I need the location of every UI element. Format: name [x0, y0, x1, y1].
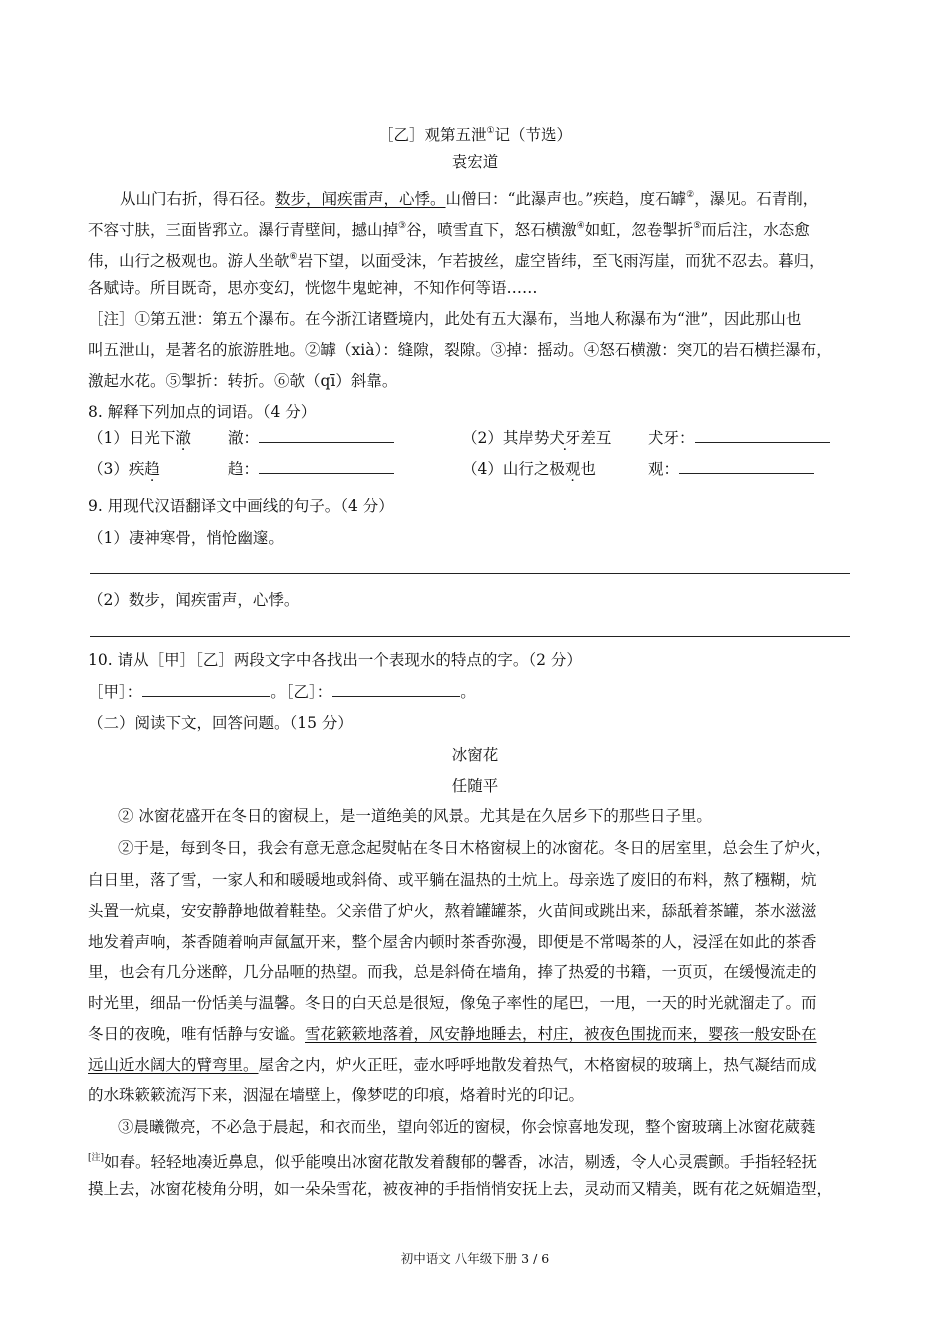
text: 从山门右折，得石径。 — [120, 190, 276, 208]
article-para-3-line-1: ③晨曦微亮，不必急于晨起，和衣而坐，望向邻近的窗棂，你会惊喜地发现，整个窗玻璃上冰窗花葳蕤 — [118, 1118, 816, 1136]
passage-line-1 — [120, 185, 900, 209]
text: （3）疾 — [88, 460, 145, 478]
article-para-2-line-3: 头置一炕桌，安安静静地做着鞋垫。父亲借了炉火，熬着罐罐茶，火苗间或跳出来，舔舐着茶罐，茶水滋滋 — [88, 902, 817, 920]
article-para-3-line-3: 摸上去，冰窗花棱角分明，如一朵朵雪花，被夜神的手指悄悄安抚上去，灵动而又精美，既有花之妩媚造型， — [88, 1180, 833, 1198]
text: （2）其岸势 — [462, 429, 550, 447]
text: 也 — [580, 460, 596, 478]
dotted-word: 澈 — [175, 429, 191, 447]
text: 岩下望，以面受沫，乍若披丝，虚空皆纬，至飞雨泻崖，而犹不忍去。暮归， — [297, 252, 825, 270]
text: 趋： — [228, 460, 260, 478]
text: ［甲］： — [88, 683, 143, 701]
article-para-2-line-8 — [88, 1055, 868, 1075]
article-para-2-line-2: 白日里，落了雪，一家人和和暖暖地或斜倚、或平躺在温热的土炕上。母亲选了废旧的布料，熬了糨糊，炕 — [88, 871, 817, 889]
answer-line-1[interactable] — [90, 573, 850, 574]
passage-title — [0, 121, 950, 145]
article-para-1: ② 冰窗花盛开在冬日的窗棂上，是一道绝美的风景。尤其是在久居乡下的那些日子里。 — [118, 807, 712, 825]
question-9-sentence-1: （1）凄神寒骨，悄怆幽邃。 — [88, 529, 284, 547]
note-mark: [注] — [88, 1153, 105, 1163]
passage-author: 袁宏道 — [451, 153, 499, 171]
underlined-sentence: 数步，闻疾雷声，心悸。 — [275, 190, 446, 208]
text: 屋舍之内，炉火正旺，壶水呼呼地散发着热气，木格窗棂的玻璃上，热气凝结而成 — [258, 1056, 817, 1074]
article-para-2-line-9: 的水珠簌簌流泻下来，洇湿在墙壁上，像梦呓的印痕，烙着时光的印记。 — [88, 1086, 585, 1104]
text: 而后注，水态愈 — [701, 221, 810, 239]
title-note-mark: ① — [486, 126, 495, 136]
underlined-sentence: 雪花簌簌地落着，风安静地睡去，村庄，被夜色围拢而来，婴孩一般安卧在 — [305, 1025, 817, 1043]
notes-line-3: 激起水花。⑤掣折：转折。⑥欹（qī）斜靠。 — [88, 372, 398, 390]
article-author: 任随平 — [451, 777, 499, 795]
question-10-stem: 10. 请从［甲］［乙］两段文字中各找出一个表现水的特点的字。（2 分） — [88, 651, 582, 669]
article-title: 冰窗花 — [451, 746, 499, 764]
answer-blank[interactable] — [259, 428, 394, 443]
page-footer: 初中语文 八年级下册 3 / 6 — [400, 1251, 550, 1266]
passage-line-4: 各赋诗。所目既奇，思亦变幻，恍惚牛鬼蛇神，不知作何等语…… — [88, 279, 538, 297]
text: ，瀑见。石青削， — [694, 190, 819, 208]
answer-blank[interactable] — [259, 459, 394, 474]
underlined-sentence: 远山近水阔大的臂弯里。 — [88, 1056, 259, 1074]
question-10-answers — [88, 682, 868, 702]
text: （1）日光下 — [88, 429, 176, 447]
article-para-2-line-4: 地发着声响，茶香随着响声氤氲开来，整个屋舍内顿时茶香弥漫，即便是不常喝茶的人，浸淫在如此的茶香 — [88, 933, 817, 951]
article-para-2-line-7 — [88, 1024, 868, 1044]
answer-blank[interactable] — [679, 459, 814, 474]
answer-blank-yi[interactable] — [332, 682, 460, 697]
q8-answer-2[interactable] — [648, 428, 830, 448]
text: 差互 — [580, 429, 612, 447]
note-mark: ③ — [398, 221, 407, 231]
passage-line-2 — [88, 216, 868, 240]
note-mark: ④ — [576, 221, 585, 231]
text: 谷，喷雪直下，怒石横激 — [406, 221, 577, 239]
q8-answer-1[interactable] — [228, 428, 394, 448]
question-9-sentence-2: （2）数步，闻疾雷声，心悸。 — [88, 591, 300, 609]
q8-answer-4[interactable] — [648, 459, 814, 479]
q8-item-3 — [88, 459, 160, 479]
note-mark: ⑥ — [289, 252, 298, 262]
q8-item-2 — [462, 428, 611, 448]
text: 。［乙］： — [270, 683, 333, 701]
text: 山僧曰：“此瀑声也。”疾趋，度石罅 — [445, 190, 687, 208]
text: 。 — [460, 683, 476, 701]
text: 不容寸肤，三面皆郛立。瀑行青壁间，撼山掉 — [88, 221, 399, 239]
q8-answer-3[interactable] — [228, 459, 394, 479]
title-text: ［乙］观第五泄 — [377, 126, 487, 144]
text: 犬牙： — [648, 429, 695, 447]
article-para-3-line-2 — [88, 1148, 868, 1172]
passage-line-3 — [88, 247, 868, 271]
title-tail-text: 记（节选） — [494, 126, 573, 144]
note-mark: ⑤ — [693, 221, 702, 231]
dotted-word: 趋 — [144, 460, 160, 478]
answer-blank[interactable] — [695, 428, 830, 443]
article-para-2-line-6: 时光里，细品一份恬美与温馨。冬日的白天总是很短，像兔子率性的尾巴，一甩，一天的时光就溜走了。而 — [88, 994, 817, 1012]
article-para-2-line-1: ②于是，每到冬日，我会有意无意念起熨帖在冬日木格窗棂上的冰窗花。冬日的居室里，总会生了炉火， — [118, 839, 832, 857]
question-8-stem: 8. 解释下列加点的词语。（4 分） — [88, 403, 317, 421]
text: 冬日的夜晚，唯有恬静与安谧。 — [88, 1025, 306, 1043]
text: 如春。轻轻地凑近鼻息，似乎能嗅出冰窗花散发着馥郁的馨香，冰洁，剔透，令人心灵震颤。手指轻轻抚 — [104, 1153, 818, 1171]
text: 澈： — [228, 429, 260, 447]
question-9-stem: 9. 用现代汉语翻译文中画线的句子。（4 分） — [88, 497, 394, 515]
article-para-2-line-5: 里，也会有几分迷醉，几分品咂的热望。而我，总是斜倚在墙角，捧了热爱的书籍，一页页，在缓慢流走的 — [88, 963, 817, 981]
section-2-heading: （二）阅读下文，回答问题。（15 分） — [88, 714, 353, 732]
text: （4）山行之极 — [462, 460, 565, 478]
answer-blank-jia[interactable] — [142, 682, 270, 697]
dotted-word: 观 — [564, 460, 581, 478]
note-mark: ② — [686, 190, 695, 200]
notes-line-2: 叫五泄山，是著名的旅游胜地。②罅（xià）：缝隙，裂隙。③掉：摇动。④怒石横激：突兀的岩石横拦瀑布， — [88, 341, 832, 359]
dotted-word: 犬牙 — [549, 429, 581, 447]
text: 观： — [648, 460, 680, 478]
text: 伟，山行之极观也。游人坐欹 — [88, 252, 290, 270]
answer-line-2[interactable] — [90, 636, 850, 637]
q8-item-1 — [88, 428, 191, 448]
notes-line-1: ［注］①第五泄：第五个瀑布。在今浙江诸暨境内，此处有五大瀑布，当地人称瀑布为“泄”，因此那山也 — [88, 310, 802, 328]
text: 如虹，忽卷掣折 — [584, 221, 694, 239]
q8-item-4 — [462, 459, 596, 479]
